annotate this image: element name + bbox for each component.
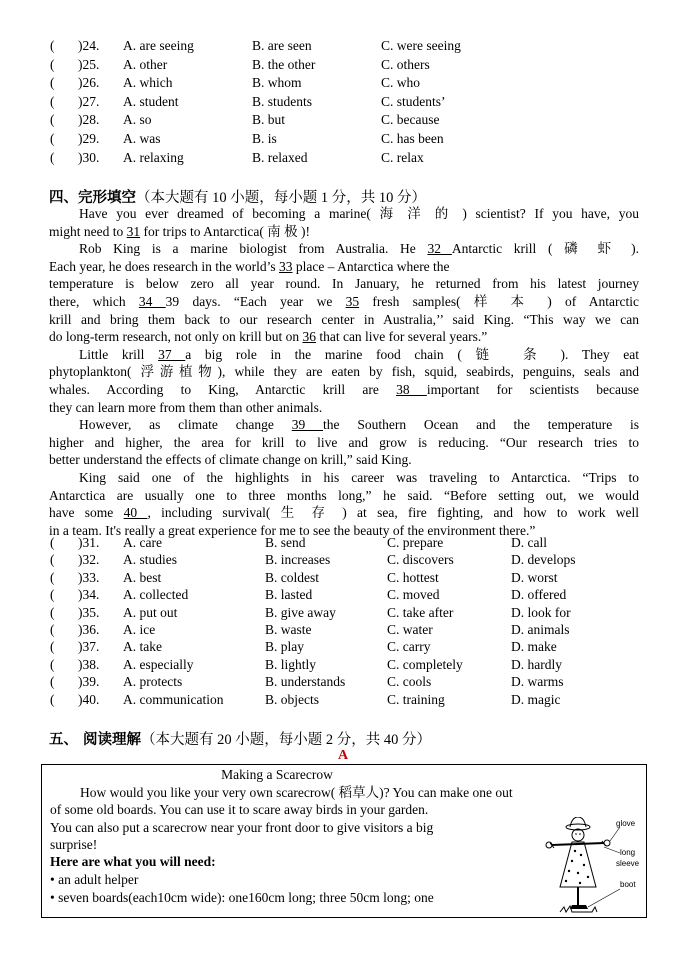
question-row bbox=[50, 656, 650, 674]
answer-paren[interactable]: ( bbox=[50, 38, 55, 53]
option-d: D. worst bbox=[511, 569, 558, 585]
passage-line: Little krill 37 a big role in the marine food chain ( 链 条 ). They eat bbox=[79, 346, 639, 362]
answer-paren[interactable]: ( bbox=[50, 149, 55, 165]
question-row bbox=[50, 93, 650, 111]
answer-paren[interactable]: ( bbox=[50, 691, 55, 707]
passage-line: whales. According to King, Antarctic krill are 38 important for scientists because bbox=[49, 381, 640, 397]
section-5-subtitle: （本大题有 20 小题，每小题 2 分，共 40 分） bbox=[141, 732, 432, 748]
option-c: C. were seeing bbox=[381, 38, 461, 53]
option-c: C. completely bbox=[387, 656, 463, 672]
option-a: A. are seeing bbox=[123, 38, 194, 53]
blank-33: 33 bbox=[279, 258, 293, 274]
option-a: A. especially bbox=[123, 656, 194, 672]
option-c: C. has been bbox=[381, 131, 444, 146]
option-b: B. objects bbox=[265, 691, 319, 707]
question-number: )39. bbox=[78, 674, 100, 690]
option-b: B. understands bbox=[265, 674, 346, 690]
question-row bbox=[50, 534, 650, 552]
option-c: C. training bbox=[387, 691, 445, 707]
option-a: A. studies bbox=[123, 552, 177, 568]
option-a: A. relaxing bbox=[123, 149, 184, 165]
option-b: B. send bbox=[265, 535, 306, 550]
answer-paren[interactable]: ( bbox=[50, 622, 55, 637]
question-number: )35. bbox=[78, 604, 100, 620]
answer-paren[interactable]: ( bbox=[50, 552, 55, 568]
bullet-item: • seven boards(each10cm wide): one160cm long; three 50cm long; one bbox=[50, 890, 434, 905]
question-row bbox=[50, 569, 650, 587]
question-number: )29. bbox=[78, 131, 100, 146]
question-row bbox=[50, 586, 650, 604]
reading-line: How would you like your very own scarecrow( 稻草人)? You can make one out bbox=[80, 785, 513, 800]
bullet-item: • an adult helper bbox=[50, 872, 139, 887]
label-boot: boot bbox=[620, 880, 636, 889]
option-c: C. water bbox=[387, 622, 433, 637]
passage-line: Have you ever dreamed of becoming a marine( 海 洋 的 ) scientist? If you have, you bbox=[79, 206, 639, 221]
question-row bbox=[50, 56, 650, 74]
blank-36: 36 bbox=[302, 329, 316, 345]
question-row bbox=[50, 604, 650, 622]
passage-line: they can learn more from them than other animals. bbox=[49, 399, 323, 415]
question-row bbox=[50, 638, 650, 656]
blank-37: 37 bbox=[158, 346, 186, 362]
reading-line: You can also put a scarecrow near your front door to give visitors a big bbox=[50, 820, 434, 835]
option-b: B. are seen bbox=[252, 38, 312, 53]
option-d: D. hardly bbox=[511, 656, 562, 672]
blank-34: 34 bbox=[138, 293, 166, 309]
question-number: )30. bbox=[78, 149, 100, 165]
option-b: B. increases bbox=[265, 552, 331, 568]
option-c: C. hottest bbox=[387, 569, 439, 585]
reading-line: surprise! bbox=[50, 837, 98, 852]
option-a: A. was bbox=[123, 131, 161, 146]
question-number: )34. bbox=[78, 587, 100, 603]
option-b: B. whom bbox=[252, 75, 302, 91]
question-row bbox=[50, 74, 650, 92]
option-c: C. take after bbox=[387, 604, 454, 620]
passage-line: However, as climate change 39 the Southern Ocean and the temperature is bbox=[79, 417, 640, 433]
passage-line: might need to 31 for trips to Antarctica( 南 极 )! bbox=[49, 223, 310, 239]
question-number: )32. bbox=[78, 552, 100, 568]
option-c: C. prepare bbox=[387, 535, 444, 550]
passage-line: Each year, he does research in the world’s 33 place – Antarctica where the bbox=[49, 258, 450, 274]
answer-paren[interactable]: ( bbox=[50, 639, 55, 655]
option-c: C. because bbox=[381, 112, 440, 128]
passage-letter: A bbox=[338, 748, 349, 763]
question-number: )33. bbox=[78, 569, 100, 585]
passage-line: Antarctica are usually one to three months long,” he said. “Before setting out, we would bbox=[49, 487, 639, 503]
option-a: A. communication bbox=[123, 691, 224, 707]
answer-paren[interactable]: ( bbox=[50, 587, 55, 603]
question-row bbox=[50, 111, 650, 129]
answer-paren[interactable]: ( bbox=[50, 569, 55, 585]
option-a: A. put out bbox=[123, 604, 178, 620]
question-row bbox=[50, 621, 650, 639]
option-d: D. animals bbox=[511, 622, 570, 637]
option-d: D. look for bbox=[511, 604, 571, 620]
question-number: )27. bbox=[78, 93, 100, 109]
option-b: B. but bbox=[252, 112, 286, 128]
section-4-subtitle: （本大题有 10 小题，每小题 1 分，共 10 分） bbox=[136, 190, 426, 206]
option-c: C. others bbox=[381, 56, 430, 72]
question-number: )26. bbox=[78, 75, 100, 91]
question-number: )40. bbox=[78, 691, 100, 707]
question-row bbox=[50, 149, 650, 167]
answer-paren[interactable]: ( bbox=[50, 131, 55, 146]
passage-line: phytoplankton( 浮游植物), while they are eaten by fish, squid, seabirds, penguins, seals and bbox=[49, 364, 639, 380]
passage-line: better understand the effects of climate change on krill,” said King. bbox=[49, 452, 412, 468]
option-c: C. cools bbox=[387, 674, 432, 690]
option-c: C. students’ bbox=[381, 93, 446, 109]
option-a: A. student bbox=[123, 93, 179, 109]
option-b: B. lasted bbox=[265, 587, 313, 603]
option-b: B. lightly bbox=[265, 656, 317, 672]
option-d: D. magic bbox=[511, 691, 561, 707]
option-a: A. collected bbox=[123, 587, 189, 603]
label-long: long bbox=[620, 848, 636, 857]
reading-line: of some old boards. You can use it to scare away birds in your garden. bbox=[50, 802, 429, 817]
answer-paren[interactable]: ( bbox=[50, 604, 55, 620]
option-c: C. relax bbox=[381, 149, 424, 165]
blank-32: 32 bbox=[427, 241, 452, 257]
question-number: )37. bbox=[78, 639, 100, 655]
option-c: C. moved bbox=[387, 587, 440, 603]
scarecrow-drawing bbox=[542, 817, 642, 917]
option-a: A. so bbox=[123, 112, 152, 128]
blank-38: 38 bbox=[396, 381, 427, 397]
blank-39: 39 bbox=[291, 417, 324, 433]
option-b: B. is bbox=[252, 131, 277, 146]
question-number: )25. bbox=[78, 56, 100, 72]
option-c: C. carry bbox=[387, 639, 431, 655]
option-b: B. give away bbox=[265, 604, 336, 620]
question-number: )28. bbox=[78, 112, 100, 128]
option-a: A. protects bbox=[123, 674, 183, 690]
section-4-title: 四、完形填空 bbox=[49, 190, 136, 206]
answer-paren[interactable]: ( bbox=[50, 75, 55, 91]
option-d: D. develops bbox=[511, 552, 576, 568]
option-a: A. other bbox=[123, 56, 168, 72]
passage-line: temperature is below zero all year round. In January, he returned from his latest journey bbox=[49, 276, 639, 292]
section-4-heading bbox=[49, 186, 426, 207]
question-row bbox=[50, 551, 650, 569]
blank-40: 40 bbox=[123, 505, 148, 521]
passage-line: higher and higher, the area for krill to live and grow is reducing. “Our research tries to bbox=[49, 434, 639, 450]
answer-paren[interactable]: ( bbox=[50, 93, 55, 109]
question-row bbox=[50, 673, 650, 691]
label-glove: glove bbox=[616, 819, 636, 828]
needs-heading: Here are what you will need: bbox=[50, 854, 216, 869]
option-c: C. discovers bbox=[387, 552, 454, 568]
option-d: D. warms bbox=[511, 674, 564, 690]
answer-paren[interactable]: ( bbox=[50, 56, 55, 72]
blank-31: 31 bbox=[126, 223, 141, 239]
passage-line: have some 40 , including survival( 生 存 ) at sea, fire fighting, and how to work well bbox=[49, 505, 640, 521]
question-row bbox=[50, 691, 650, 709]
question-row bbox=[50, 37, 650, 55]
question-row bbox=[50, 130, 650, 148]
option-a: A. care bbox=[123, 535, 162, 550]
option-d: D. offered bbox=[511, 587, 567, 603]
section-5-heading bbox=[49, 728, 431, 749]
passage-line: King said one of the highlights in his career was traveling to Antarctica. “Trips to bbox=[79, 469, 639, 485]
passage-line: krill and bring them back to our research center in Australia,’’ said King. “This way we can bbox=[49, 311, 639, 327]
option-d: D. call bbox=[511, 535, 547, 550]
option-b: B. coldest bbox=[265, 569, 319, 585]
label-sleeve: sleeve bbox=[616, 859, 640, 868]
reading-box bbox=[41, 764, 647, 918]
question-number: )31. bbox=[78, 535, 100, 550]
section-5-title: 五、 阅读理解 bbox=[49, 732, 142, 748]
answer-paren[interactable]: ( bbox=[50, 656, 55, 672]
passage-line: there, which 34 39 days. “Each year we 35 fresh samples( 样 本 ) of Antarctic bbox=[49, 293, 639, 309]
reading-title: Making a Scarecrow bbox=[221, 767, 333, 782]
scarecrow-illustration bbox=[542, 817, 642, 917]
answer-paren[interactable]: ( bbox=[50, 535, 55, 550]
option-a: A. take bbox=[123, 639, 162, 655]
option-a: A. best bbox=[123, 569, 162, 585]
passage-line: do long-term research, not only on krill but on 36 that can live for several years.” bbox=[49, 329, 488, 345]
cloze-passage bbox=[49, 205, 639, 539]
option-b: B. waste bbox=[265, 622, 312, 637]
option-c: C. who bbox=[381, 75, 421, 91]
option-d: D. make bbox=[511, 639, 557, 655]
blank-35: 35 bbox=[345, 293, 360, 309]
answer-paren[interactable]: ( bbox=[50, 674, 55, 690]
question-number: )38. bbox=[78, 656, 100, 672]
option-b: B. students bbox=[252, 93, 313, 109]
answer-paren[interactable]: ( bbox=[50, 112, 55, 128]
question-number: )36. bbox=[78, 622, 100, 637]
question-number: )24. bbox=[78, 38, 100, 53]
passage-line: Rob King is a marine biologist from Australia. He 32 Antarctic krill ( 磷 虾 ). bbox=[79, 241, 639, 257]
option-a: A. ice bbox=[123, 622, 156, 637]
option-b: B. relaxed bbox=[252, 149, 308, 165]
option-a: A. which bbox=[123, 75, 173, 91]
option-b: B. play bbox=[265, 639, 304, 655]
passage-line: in a team. It's really a great experience for me to see the beauty of the environment there.” bbox=[49, 522, 536, 538]
option-b: B. the other bbox=[252, 56, 316, 72]
